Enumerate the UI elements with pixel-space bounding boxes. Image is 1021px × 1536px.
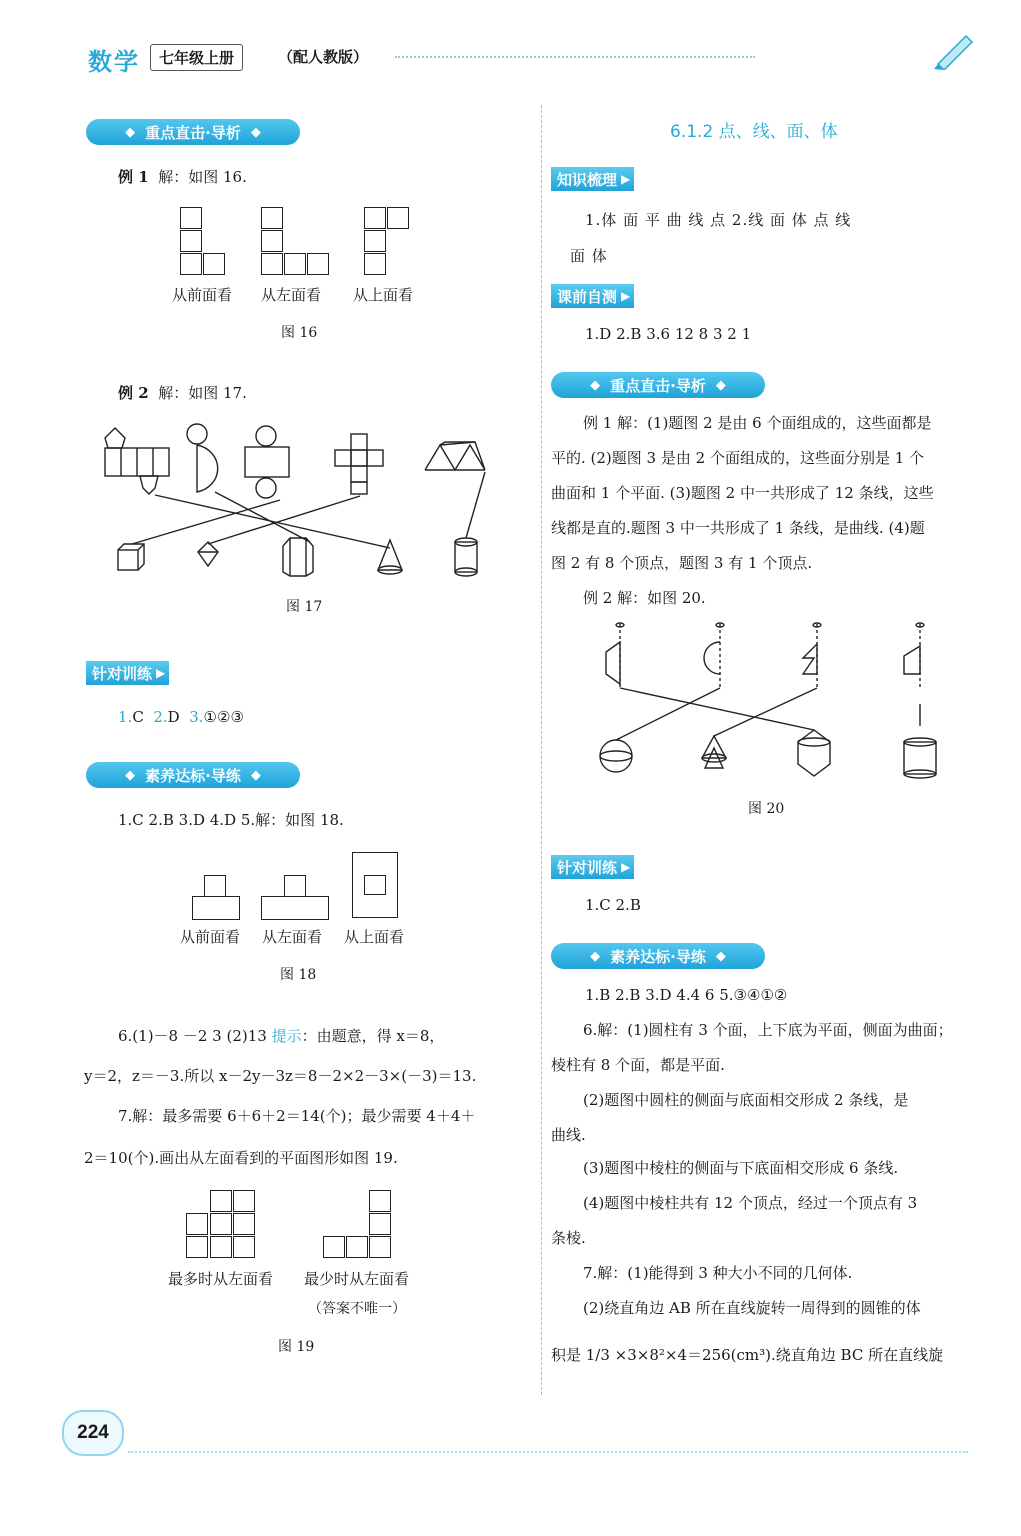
arrow-right-icon: ▶ [621,289,631,303]
fig18-label-top: 从上面看 [344,928,405,946]
arrow-right-icon: ▶ [621,860,631,874]
pretest-answers: 1.D 2.B 3.6 12 8 3 2 1 [585,325,752,343]
r-ex1-line5: 图 2 有 8 个顶点，题图 3 有 1 个顶点. [551,554,813,572]
arrow-right-icon: ▶ [156,666,166,680]
figure-18 [190,850,410,920]
fig19-note: （答案不唯一） [308,1301,406,1317]
header-rule [395,56,755,58]
diamond-icon: ◆ [715,948,726,964]
diamond-icon: ◆ [125,124,136,140]
r-q7-line1: 7.解：(1)能得到 3 种大小不同的几何体. [583,1264,853,1282]
diamond-icon: ◆ [590,377,601,393]
banner-literacy: ◆ 素养达标·导练 ◆ [86,762,300,788]
tag-pretest: 课前自测 ▶ [551,284,634,308]
fig16-label-front: 从前面看 [172,286,233,304]
banner-key-points-right: ◆ 重点直击·导析 ◆ [551,372,765,398]
r-q6-line3: (2)题图中圆柱的侧面与底面相交形成 2 条线，是 [583,1091,909,1109]
r-ex1-line4: 线都是直的.题图 3 中一共形成了 1 条线，是曲线. (4)题 [551,519,925,537]
banner-literacy-right: ◆ 素养达标·导练 ◆ [551,943,765,969]
r-q6-line6: (4)题图中棱柱共有 12 个顶点，经过一个顶点有 3 [583,1194,918,1212]
q7-line1: 7.解：最多需要 6＋6＋2＝14(个)；最少需要 4＋4＋ [118,1107,476,1125]
tag-targeted-practice-right: 针对训练 ▶ [551,855,634,879]
column-divider [541,105,542,1395]
r-q6-line5: (3)题图中棱柱的侧面与下底面相交形成 6 条线. [583,1159,899,1177]
section-title: 6.1.2 点、线、面、体 [670,122,838,142]
r-q6-line1: 6.解：(1)圆柱有 3 个面，上下底为平面，侧面为曲面； [583,1021,953,1039]
q6-line1: 6.(1)－8 －2 3 (2)13 提示：由题意，得 x＝8， [118,1027,445,1045]
arrow-right-icon: ▶ [621,172,631,186]
answers-literacy: 1.C 2.B 3.D 4.D 5.解：如图 18. [118,811,344,829]
tag-knowledge: 知识梳理 ▶ [551,167,634,191]
r-ex1-line1: 例 1 解：(1)题图 2 是由 6 个面组成的，这些面都是 [583,414,932,432]
diamond-icon: ◆ [250,124,261,140]
fig19-label-min: 最少时从左面看 [304,1270,410,1288]
fig19-caption: 图 19 [278,1339,315,1355]
page-number: 224 [62,1410,124,1456]
r-ex1-line3: 曲面和 1 个平面. (3)题图 2 中一共形成了 12 条线，这些 [551,484,934,502]
answers-targeted-right: 1.C 2.B [585,896,641,914]
banner-key-points: ◆ 重点直击·导析 ◆ [86,119,300,145]
fig19-label-max: 最多时从左面看 [168,1270,274,1288]
pen-icon [930,30,980,70]
r-q6-line7: 条棱. [551,1229,586,1247]
r-ex1-line2: 平的. (2)题图 3 是由 2 个面组成的，这些面分别是 1 个 [551,449,925,467]
figure-17 [100,420,500,585]
knowledge-line1: 1.体 面 平 曲 线 点 2.线 面 体 点 线 [585,211,852,229]
r-ex2: 例 2 解：如图 20. [583,589,706,607]
fig16-label-left: 从左面看 [261,286,322,304]
fig20-caption: 图 20 [748,801,785,817]
knowledge-line2: 面 体 [570,247,608,265]
figure-16 [180,207,440,277]
fig18-label-left: 从左面看 [262,928,323,946]
r-q6-line2: 棱柱有 8 个面，都是平面. [551,1056,725,1074]
r-q6-line4: 曲线. [551,1126,586,1144]
grade-label: 七年级上册 [150,44,243,71]
fig17-caption: 图 17 [286,599,323,615]
figure-20 [590,618,950,783]
fig18-caption: 图 18 [280,967,317,983]
q6-line2: y＝2，z＝－3.所以 x－2y－3z＝8－2×2－3×(－3)＝13. [84,1067,477,1085]
tag-targeted-practice: 针对训练 ▶ [86,661,169,685]
answers-targeted: 1.C 2.D 3.①②③ [118,708,244,726]
diamond-icon: ◆ [125,767,136,783]
figure-19 [186,1190,406,1262]
example-1: 例 1 解：如图 16. [118,168,247,186]
footer-rule [128,1451,968,1453]
r-q7-line2: (2)绕直角边 AB 所在直线旋转一周得到的圆锥的体 [583,1299,921,1317]
diamond-icon: ◆ [250,767,261,783]
r-q7-line3: 积是 1/3 ×3×8²×4＝256(cm³).绕直角边 BC 所在直线旋 [551,1346,944,1364]
fig16-label-top: 从上面看 [353,286,414,304]
answers-literacy-right: 1.B 2.B 3.D 4.4 6 5.③④①② [585,986,788,1004]
diamond-icon: ◆ [715,377,726,393]
fig16-caption: 图 16 [281,325,318,341]
edition-label: （配人教版） [278,48,369,66]
diamond-icon: ◆ [590,948,601,964]
subject-title: 数学 [88,48,140,76]
fig18-label-front: 从前面看 [180,928,241,946]
example-2: 例 2 解：如图 17. [118,384,247,402]
q7-line2: 2＝10(个).画出从左面看到的平面图形如图 19. [84,1149,398,1167]
